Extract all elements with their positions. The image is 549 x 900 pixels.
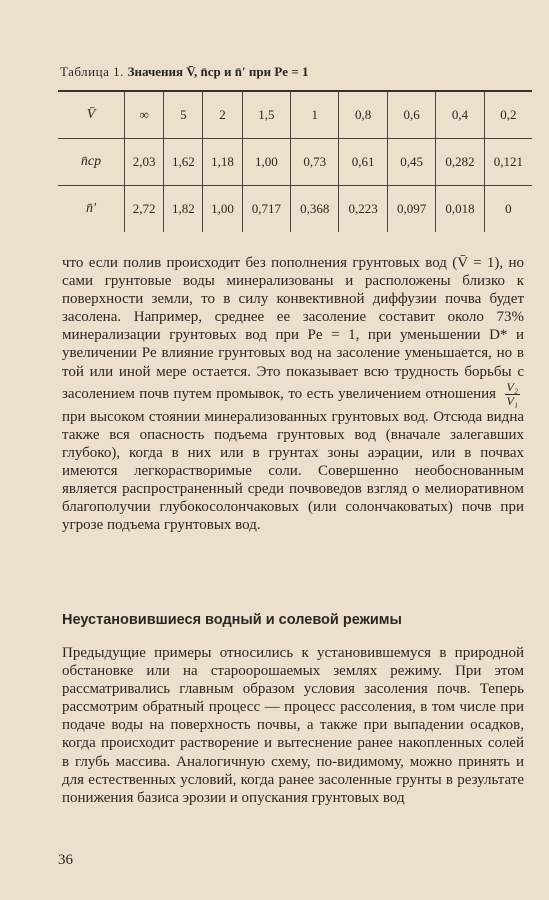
table-cell: 0,6 <box>387 91 435 139</box>
paragraph-text <box>62 254 524 534</box>
values-table <box>58 90 532 232</box>
table-row <box>58 139 532 186</box>
table-cell: 1,62 <box>164 139 203 186</box>
table-cell: 0,8 <box>339 91 387 139</box>
table-cell: 0,61 <box>339 139 387 186</box>
paragraph-text: Предыдущие примеры относились к установившемуся в природной обстановке или на староорошаемых землях режиму. При этом рассматривались главным образом условия засоления почв. Теперь рассмотрим обратный процесс — процесс рассоления, в том числе при подаче воды на поверхность почвы, а также при выпадении осадков, когда происходит растворение и вытеснение ранее накопленных солей в глубь массива. Аналогичную схему, по-видимому, можно принять и для естественных условий, когда ранее засоленные грунты в результате понижения базиса эрозии и опускания грунтовых вод <box>62 645 524 806</box>
table-cell: 0,45 <box>387 139 435 186</box>
table-cell: 0,2 <box>484 91 532 139</box>
paragraph-text-after: при высоком стоянии минерализованных грунтовых вод. Отсюда видна также вся опасность подъема грунтовых вод (вначале залегавших глубоко), когда в них или в грунтах зоны аэрации, или в почвах имеются легкорастворимые соли. Совершенно необоснованным является распространенный среди почвоведов взгляд о мелиоративном благополучии глубокосолончаковых (или солончаковатых) почв при угрозе подъема грунтовых вод. <box>62 408 524 534</box>
table-cell: 0,73 <box>291 139 339 186</box>
table-cell: 0 <box>484 186 532 233</box>
table-row <box>58 186 532 233</box>
page-number: 36 <box>58 852 73 868</box>
row-header: n̄ср <box>80 154 102 169</box>
table-cell: 2 <box>203 91 242 139</box>
row-header: V̄ <box>86 107 96 122</box>
table-cell: 0,223 <box>339 186 387 233</box>
row-header: n̄′ <box>85 201 97 216</box>
table-cell: 0,4 <box>436 91 484 139</box>
table-row <box>58 91 532 139</box>
table-cell: 1,18 <box>203 139 242 186</box>
ratio-fraction <box>505 381 521 408</box>
table-cell: 0,121 <box>484 139 532 186</box>
table-cell: 0,717 <box>242 186 290 233</box>
table-cell: 1,00 <box>242 139 290 186</box>
table-caption <box>60 64 308 80</box>
body-paragraph-2 <box>62 644 524 807</box>
table-cell: 5 <box>164 91 203 139</box>
table-cell: 1,82 <box>164 186 203 233</box>
table-cell: 0,018 <box>436 186 484 233</box>
table-cell: 2,03 <box>125 139 164 186</box>
table-cell: 0,097 <box>387 186 435 233</box>
table-caption-label: Таблица 1. <box>60 64 124 79</box>
table-cell: 2,72 <box>125 186 164 233</box>
table-cell: 1,5 <box>242 91 290 139</box>
table-cell: ∞ <box>125 91 164 139</box>
fraction-denominator: V₁ <box>506 393 519 408</box>
section-heading: Неустановившиеся водный и солевой режимы <box>62 612 402 628</box>
table-caption-title: Значения V̄, n̄ср и n̄′ при Pe = 1 <box>127 64 309 79</box>
table-cell: 1,00 <box>203 186 242 233</box>
body-paragraph-1 <box>62 254 524 534</box>
table-cell: 1 <box>291 91 339 139</box>
table-cell: 0,368 <box>291 186 339 233</box>
paragraph-text-before: что если полив происходит без пополнения грунтовых вод (V̄ = 1), но сами грунтовые воды минерализованы и расположены близко к поверхности земли, то в силу конвективной диффузии почва будет засолена. Например, среднее ее засоление составит около 73% минерализации грунтовых вод при Pe = 1, при уменьшении D* и увеличении Pe влияние грунтовых вод на засоление уменьшается, но в той или иной мере остается. Это показывает всю трудность борьбы с засолением почв путем промывок, то есть увеличением отношения <box>62 255 524 402</box>
fraction-numerator: V₂ <box>506 379 519 394</box>
table-cell: 0,282 <box>436 139 484 186</box>
